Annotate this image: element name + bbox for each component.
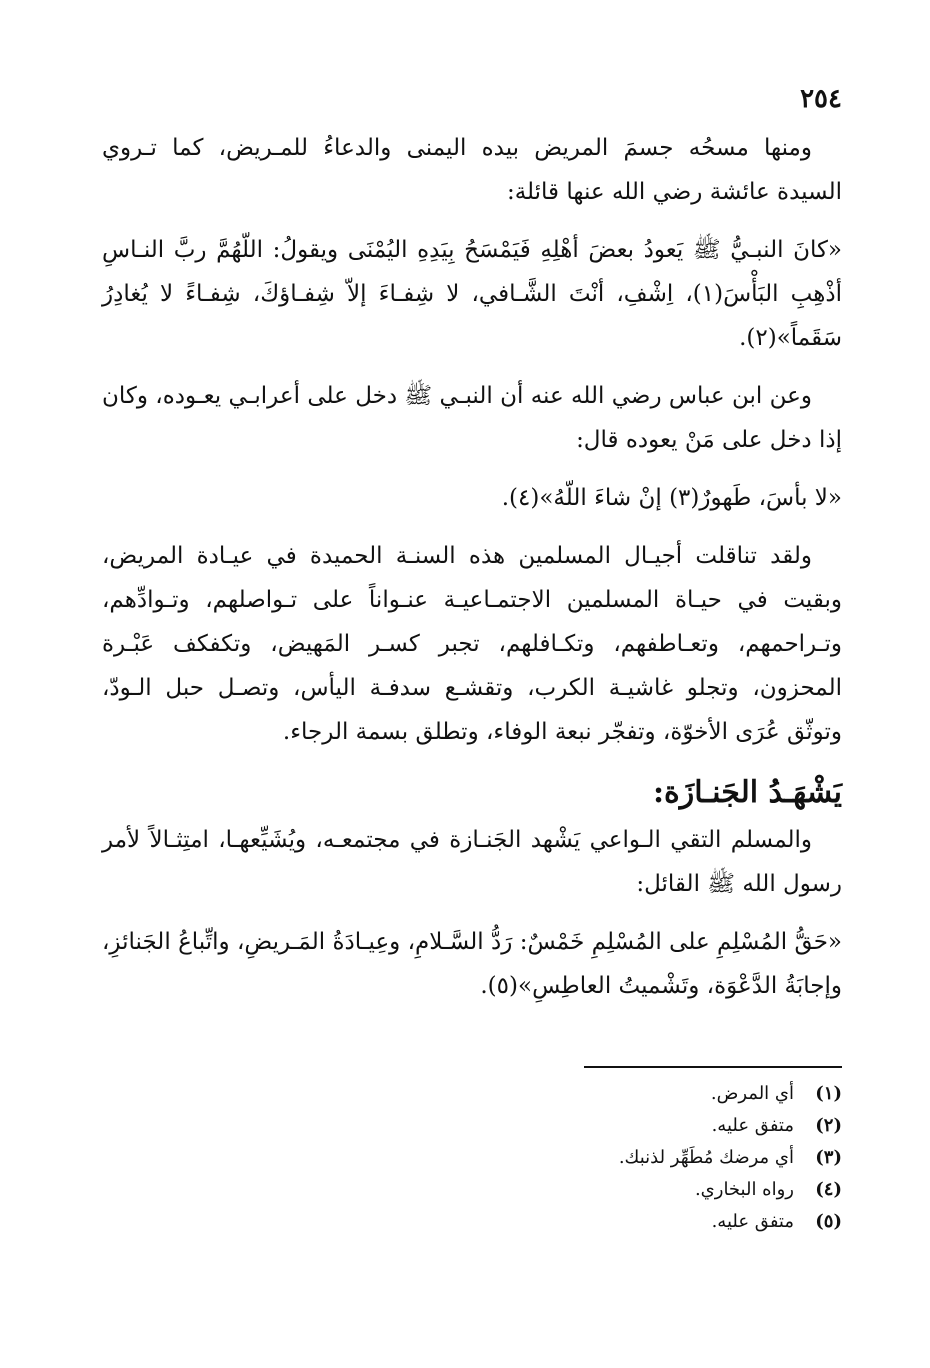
footnote-text: رواه البخاري. bbox=[694, 1179, 794, 1200]
footnote-text: متفق عليه. bbox=[711, 1211, 794, 1232]
footnote-divider bbox=[584, 1066, 842, 1068]
paragraph-anointing: ومنها مسحُه جسمَ المريض بيده اليمنى والدعاءُ للمـريض، كما تـروي السيدة عائشة رضي الله عنها قائلة: bbox=[102, 135, 842, 205]
footnote-text: متفق عليه. bbox=[711, 1115, 794, 1136]
footnotes bbox=[342, 1078, 842, 1238]
footnote-text: أي المرض. bbox=[710, 1083, 794, 1104]
footnote-item bbox=[342, 1206, 842, 1238]
paragraph-tradition: ولقد تناقلت أجيـال المسلمين هذه السنـة الحميدة في عيـادة المريض، وبقيت في حيـاة المسلمين الاجتمـاعيـة عنـواناً على تـواصلهم، وتـوادِّهم، وتـراحمهم، وتعـاطفهم، وتكـافلهم، تجبر كسـر المَهيض، وتكفكف عَبْـرة المحزون، وتجلو غاشيـة الكرب، وتقشـع سدفـة اليأس، وتصـل حبل الـودّ، وتوثّق عُرَى الأخوّة، وتفجّر نبعة الوفاء، وتطلق بسمة الرجاء. bbox=[102, 543, 842, 745]
footnote-item bbox=[342, 1110, 842, 1142]
section-heading-funeral: يَشْهَـدُ الجَنـازَة: bbox=[652, 775, 842, 810]
footnote-text: أي مرضك مُطَهِّر لذنبك. bbox=[618, 1147, 794, 1168]
page-number: ٢٥٤ bbox=[800, 84, 842, 114]
hadith-quote-aisha: «كانَ النبـيُّ ﷺ يَعودُ بعضَ أهْلِهِ فَيَمْسَحُ بِيَدِهِ اليُمْنَى ويقولُ: اللّهُمَّ ربَّ النـاسِ أذْهِبِ البَأْسَ(١)، اِشْفِ، أنْتَ الشَّـافي، لا شِفـاءَ إلاّ شِفـاؤكَ، شِفـاءً لا يُغادِرُ سَقَماً»(٢). bbox=[102, 237, 842, 351]
footnote-number: (٣) bbox=[815, 1147, 842, 1168]
hadith-quote-five-rights: «حَقُّ المُسْلِمِ على المُسْلِمِ خَمْسٌ: رَدُّ السَّـلامِ، وعِيـادَةُ المَـريضِ، واتِّباعُ الجَنائزِ، وإجابَةُ الدَّعْوَة، وتَشْميتُ العاطِسِ»(٥). bbox=[102, 929, 842, 999]
footnote-number: (٤) bbox=[815, 1179, 842, 1200]
paragraph-funeral: والمسلم التقي الـواعي يَشْهد الجَنـازة في مجتمعـه، ويُشَيِّعهـا، امتِثـالاً لأمر رسول الله ﷺ القائل: bbox=[102, 827, 842, 897]
paragraph-ibn-abbas: وعن ابن عباس رضي الله عنه أن النبـي ﷺ دخل على أعرابـي يعـوده، وكان إذا دخل على مَنْ يعوده قال: bbox=[102, 383, 842, 453]
footnote-number: (١) bbox=[815, 1083, 842, 1104]
footnote-item bbox=[342, 1078, 842, 1110]
footnote-number: (٢) bbox=[815, 1115, 842, 1136]
footnote-number: (٥) bbox=[815, 1211, 842, 1232]
hadith-quote-la-bas: «لا بأسَ، طَهورٌ(٣) إنْ شاءَ اللّهُ»(٤). bbox=[501, 485, 842, 511]
footnote-item bbox=[342, 1142, 842, 1174]
footnote-item bbox=[342, 1174, 842, 1206]
main-text bbox=[102, 126, 842, 1022]
